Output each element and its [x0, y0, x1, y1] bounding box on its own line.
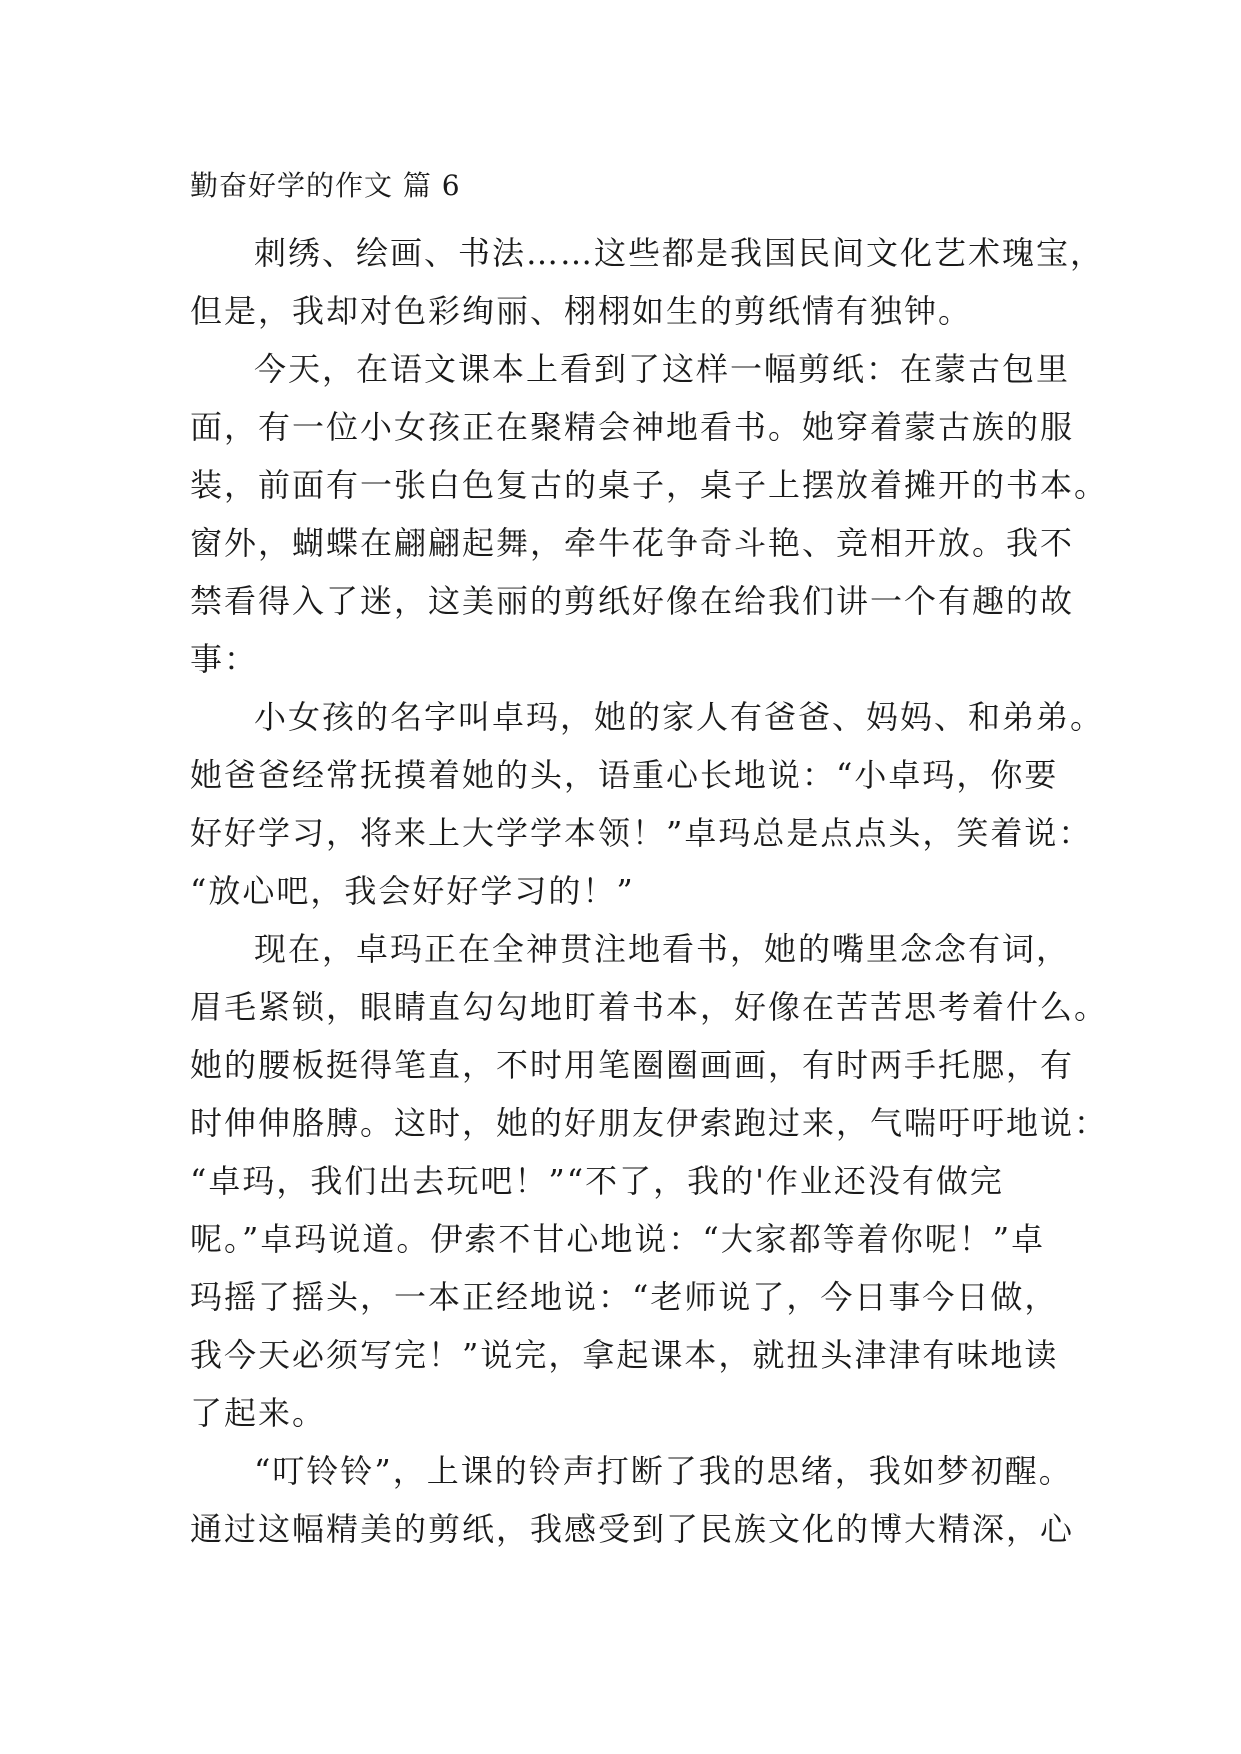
text-line: 小女孩的名字叫卓玛，她的家人有爸爸、妈妈、和弟弟。 — [254, 698, 1105, 736]
text-line: 我今天必须写完！”说完，拿起课本，就扭头津津有味地读 — [190, 1336, 1059, 1374]
document-body — [190, 224, 1109, 1558]
text-line: 但是，我却对色彩绚丽、栩栩如生的剪纸情有独钟。 — [190, 292, 973, 330]
text-line: 窗外，蝴蝶在翩翩起舞，牵牛花争奇斗艳、竞相开放。我不 — [190, 524, 1075, 562]
text-line: 呢。”卓玛说道。伊索不甘心地说：“大家都等着你呢！”卓 — [190, 1220, 1046, 1258]
text-line: 她的腰板挺得笔直，不时用笔圈圈画画，有时两手托腮，有 — [190, 1046, 1075, 1084]
text-line: 眉毛紧锁，眼睛直勾勾地盯着书本，好像在苦苦思考着什么。 — [190, 988, 1109, 1026]
text-line: 好好学习，将来上大学学本领！”卓玛总是点点头，笑着说： — [190, 814, 1093, 852]
text-line: 面，有一位小女孩正在聚精会神地看书。她穿着蒙古族的服 — [190, 408, 1075, 446]
text-line: 了起来。 — [190, 1394, 327, 1432]
text-line: “叮铃铃”，上课的铃声打断了我的思绪，我如梦初醒。 — [254, 1452, 1073, 1490]
text-line: 现在，卓玛正在全神贯注地看书，她的嘴里念念有词， — [254, 930, 1071, 968]
text-line: 时伸伸胳膊。这时，她的好朋友伊索跑过来，气喘吁吁地说： — [190, 1104, 1109, 1142]
text-line: 通过这幅精美的剪纸，我感受到了民族文化的博大精深，心 — [190, 1510, 1075, 1548]
text-line: 刺绣、绘画、书法……这些都是我国民间文化艺术瑰宝， — [254, 234, 1105, 272]
text-line: 今天，在语文课本上看到了这样一幅剪纸：在蒙古包里 — [254, 350, 1071, 388]
text-line: 装，前面有一张白色复古的桌子，桌子上摆放着摊开的书本。 — [190, 466, 1109, 504]
text-line: 她爸爸经常抚摸着她的头，语重心长地说：“小卓玛，你要 — [190, 756, 1059, 794]
text-line: 玛摇了摇头，一本正经地说：“老师说了，今日事今日做， — [190, 1278, 1059, 1316]
text-line: 事： — [190, 640, 259, 678]
document-title: 勤奋好学的作文 篇 6 — [190, 169, 461, 202]
text-line: “放心吧，我会好好学习的！” — [190, 872, 635, 910]
text-line: 禁看得入了迷，这美丽的剪纸好像在给我们讲一个有趣的故 — [190, 582, 1075, 620]
text-line: “卓玛，我们出去玩吧！”“不了，我的'作业还没有做完 — [190, 1162, 1004, 1200]
